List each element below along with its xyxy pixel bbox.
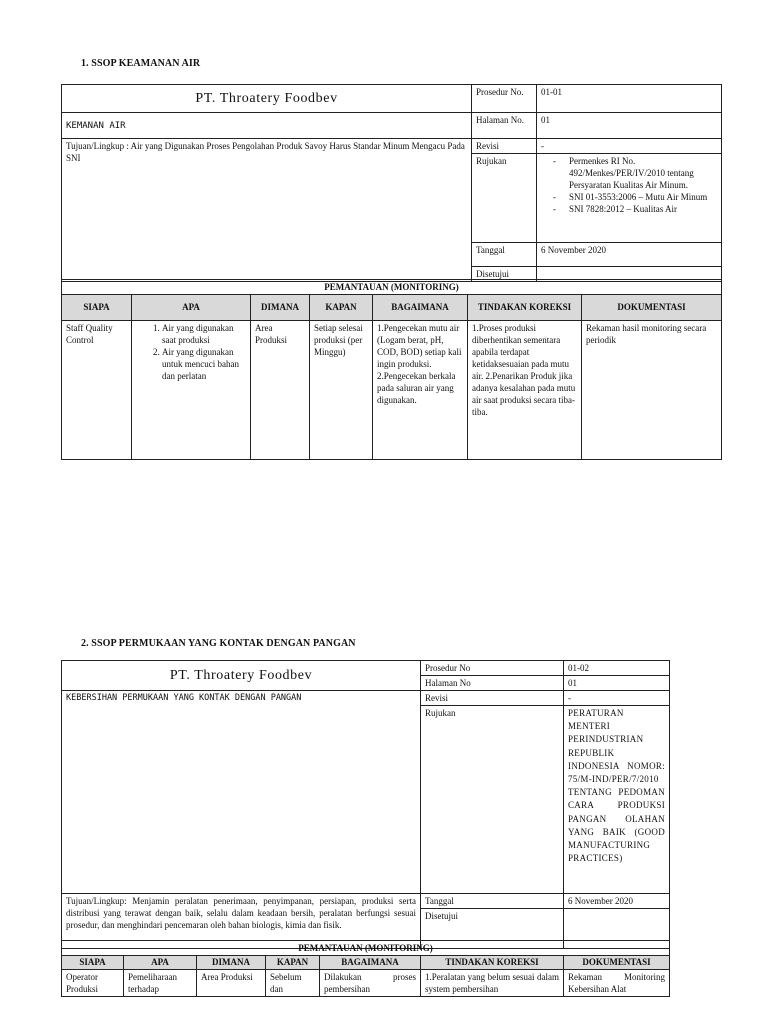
section2-header-table (61, 660, 670, 949)
section1-title: 1. SSOP KEAMANAN AIR (81, 58, 201, 69)
section2-header-dokumentasi: DOKUMENTASI (564, 956, 670, 970)
section1-monitoring-table (61, 279, 722, 460)
section1-apa-list (136, 322, 246, 382)
section1-rujukan-item: - SNI 01-3553:2006 – Mutu Air Minum (569, 191, 717, 203)
section2-halaman-label: Halaman No (421, 676, 564, 691)
section1-rujukan-list (541, 155, 717, 215)
section1-header-dimana: DIMANA (251, 295, 310, 321)
section1-cell-dokumentasi: Rekaman hasil monitoring secara periodik (582, 321, 722, 460)
section1-cell-apa (132, 321, 251, 460)
section1-apa-item: 2. Air yang digunakan untuk mencuci bahan dan perlatan (162, 346, 246, 382)
section1-monitoring-title: PEMANTAUAN (MONITORING) (62, 280, 722, 295)
section2-cell-dimana: Area Produksi (197, 970, 266, 997)
section1-purpose: Tujuan/Lingkup : Air yang Digunakan Proses Pengolahan Produk Savoy Harus Standar Minum Mengacu Pada SNI (62, 139, 472, 282)
section1-cell-siapa: Staff Quality Control (62, 321, 132, 460)
section2-cell-tindakan: 1.Peralatan yang belum sesuai dalam system pembersihan (421, 970, 564, 997)
section2-rujukan-value: PERATURAN MENTERI PERINDUSTRIAN REPUBLIK INDONESIA NOMOR: 75/M-IND/PER/7/2010 TENTANG PEDOMAN CARA PRODUKSI PANGAN OLAHAN YANG BAIK (GOOD MANUFACTURING PRACTICES) (564, 706, 670, 894)
section1-rujukan-list-cell (537, 154, 722, 243)
section1-header-siapa: SIAPA (62, 295, 132, 321)
section2-cell-dokumentasi: Rekaman Monitoring Kebersihan Alat (564, 970, 670, 997)
section2-header-apa: APA (124, 956, 197, 970)
section2-company-name: PT. Throatery Foodbev (62, 661, 421, 691)
section2-cell-bagaimana: Dilakukan proses pembersihan (320, 970, 421, 997)
section1-cell-bagaimana: 1.Pengecekan mutu air (Logam berat, pH, COD, BOD) setiap kali ingin produksi. 2.Pengecekan berkala pada saluran air yang digunakan. (373, 321, 468, 460)
section2-prosedur-value: 01-02 (564, 661, 670, 676)
section2-subject: KEBERSIHAN PERMUKAAN YANG KONTAK DENGAN PANGAN (62, 691, 421, 894)
section2-header-bagaimana: BAGAIMANA (320, 956, 421, 970)
section1-revisi-value: - (537, 139, 722, 154)
section1-header-dokumentasi: DOKUMENTASI (582, 295, 722, 321)
section2-prosedur-label: Prosedur No (421, 661, 564, 676)
section1-header-table (61, 84, 722, 282)
section2-header-dimana: DIMANA (197, 956, 266, 970)
section1-disetujui-label: Disetujui (472, 267, 537, 282)
section2-disetujui-label: Disetujui (421, 909, 564, 949)
section2-tanggal-label: Tanggal (421, 894, 564, 909)
section2-header-siapa: SIAPA (62, 956, 124, 970)
section1-rujukan-item: - SNI 7828:2012 – Kualitas Air (569, 203, 717, 215)
section1-revisi-label: Revisi (472, 139, 537, 154)
section1-cell-kapan: Setiap selesai produksi (per Minggu) (310, 321, 373, 460)
section1-prosedur-label: Prosedur No. (472, 85, 537, 113)
section1-tanggal-value: 6 November 2020 (537, 243, 722, 267)
section1-apa-item: 1. Air yang digunakan saat produksi (162, 322, 246, 346)
section2-monitoring-table (61, 940, 670, 997)
section1-cell-dimana: Area Produksi (251, 321, 310, 460)
section1-cell-tindakan: 1.Proses produksi diberhentikan sementara apabila terdapat ketidaksesuaian pada mutu air. 2.Penarikan Produk jika adanya kesalahan pada mutu air saat produksi secara tiba-tiba. (468, 321, 582, 460)
section1-rujukan-item: - Permenkes RI No. 492/Menkes/PER/IV/2010 tentang Persyaratan Kualitas Air Minum. (569, 155, 717, 191)
section2-cell-kapan: Sebelum dan (266, 970, 320, 997)
section2-purpose: Tujuan/Lingkup: Menjamin peralatan penerimaan, penyimpanan, persiapan, produksi serta distribusi yang terawat dengan baik, selalu dalam keadaan bersih, peralatan berfungsi sesuai prosedur, dan menghindari pencemaran oleh bahan biologis, kimia dan fisik. (62, 894, 421, 949)
section2-cell-siapa: Operator Produksi (62, 970, 124, 997)
section1-company-name: PT. Throatery Foodbev (62, 85, 472, 113)
section1-rujukan-label: Rujukan (472, 154, 537, 243)
section2-rujukan-label: Rujukan (421, 706, 564, 894)
section1-header-kapan: KAPAN (310, 295, 373, 321)
section1-tanggal-label: Tanggal (472, 243, 537, 267)
section2-revisi-value: - (564, 691, 670, 706)
section1-halaman-label: Halaman No. (472, 113, 537, 139)
section1-header-apa: APA (132, 295, 251, 321)
section2-header-tindakan: TINDAKAN KOREKSI (421, 956, 564, 970)
section2-tanggal-value: 6 November 2020 (564, 894, 670, 909)
section2-title: 2. SSOP PERMUKAAN YANG KONTAK DENGAN PANGAN (81, 638, 356, 649)
section2-revisi-label: Revisi (421, 691, 564, 706)
section2-halaman-value: 01 (564, 676, 670, 691)
section1-header-bagaimana: BAGAIMANA (373, 295, 468, 321)
section1-subject: KEMANAN AIR (62, 113, 472, 139)
section1-halaman-value: 01 (537, 113, 722, 139)
section2-monitoring-title: PEMANTAUAN (MONITORING) (62, 941, 670, 956)
section2-cell-apa: Pemeliharaan terhadap (124, 970, 197, 997)
section1-prosedur-value: 01-01 (537, 85, 722, 113)
section2-header-kapan: KAPAN (266, 956, 320, 970)
section1-header-tindakan: TINDAKAN KOREKSI (468, 295, 582, 321)
